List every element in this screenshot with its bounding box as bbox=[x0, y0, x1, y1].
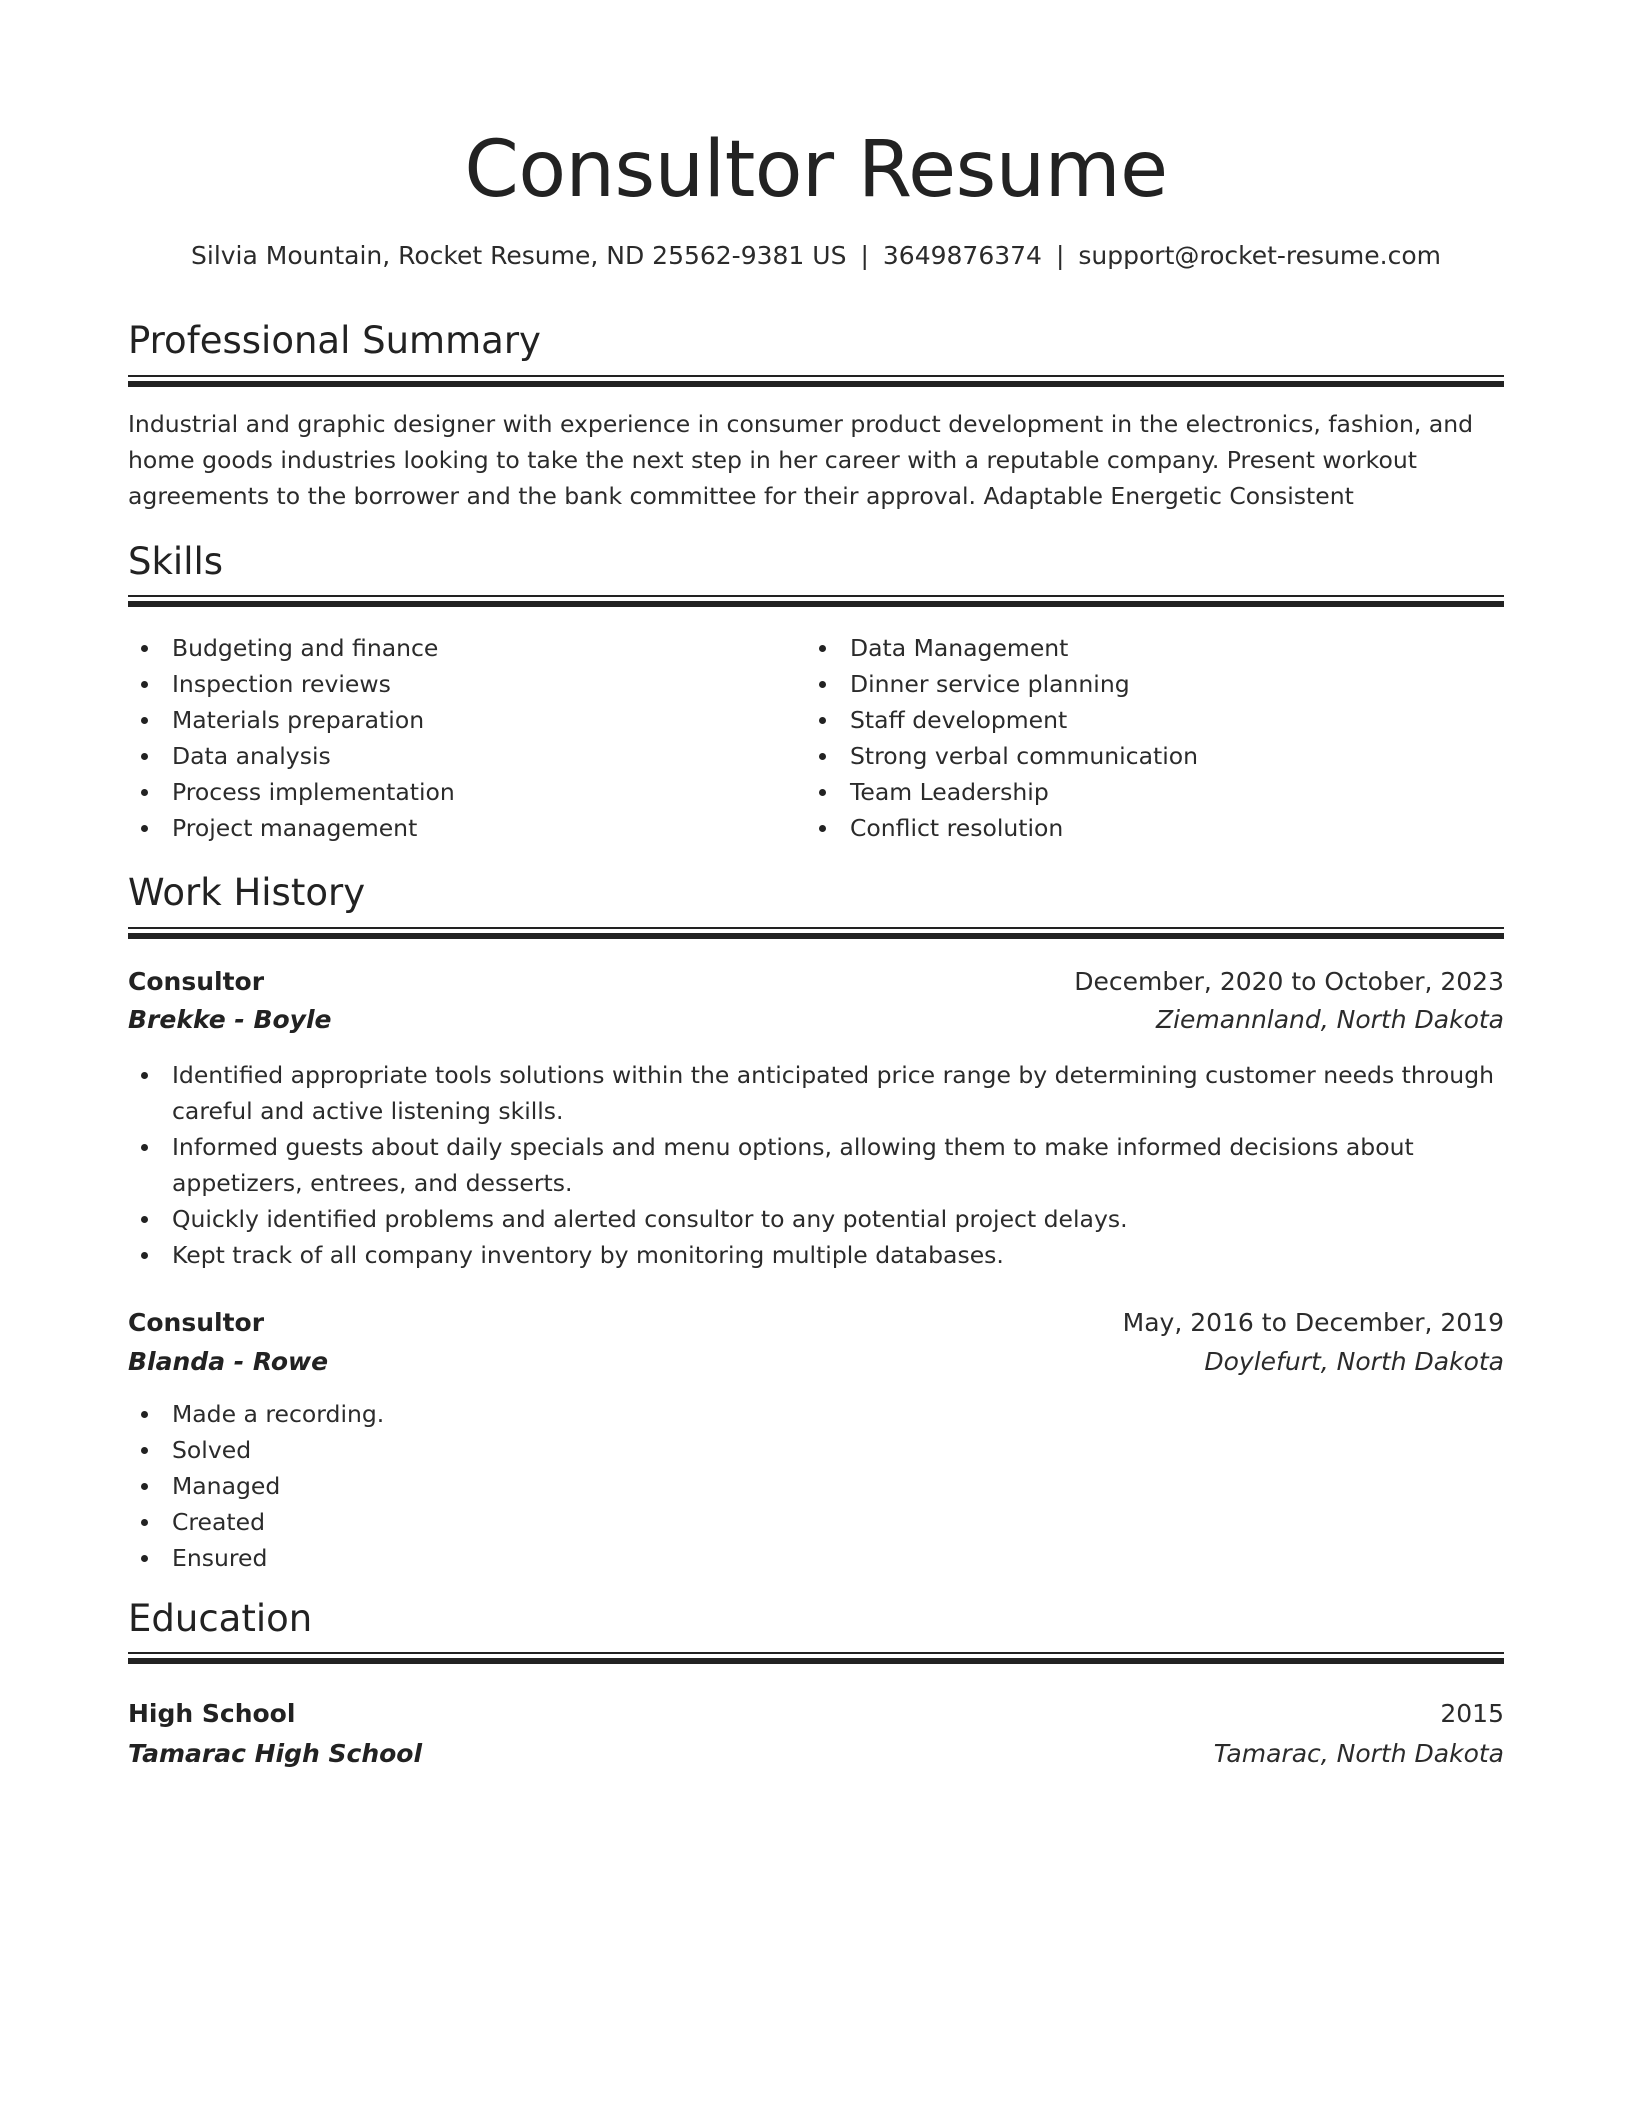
job-dates: May, 2016 to December, 2019 bbox=[1122, 1308, 1504, 1337]
job-title-row bbox=[128, 963, 1504, 1001]
contact-address: Silvia Mountain, Rocket Resume, ND 25562-9381 US bbox=[191, 241, 847, 270]
section-rule-thin bbox=[128, 927, 1504, 929]
job-company-row bbox=[128, 1001, 1504, 1039]
section-heading: Professional Summary bbox=[128, 319, 541, 362]
education-school-row bbox=[128, 1735, 1504, 1773]
skill-item: Team Leadership bbox=[806, 774, 1504, 810]
contact-separator: | bbox=[860, 241, 869, 270]
section-work-header bbox=[128, 868, 1504, 918]
section-rule-thin bbox=[128, 375, 1504, 377]
job-title: Consultor bbox=[128, 967, 265, 996]
education-school: Tamarac High School bbox=[128, 1739, 423, 1768]
section-rule-thick bbox=[128, 381, 1504, 387]
job-bullet: Informed guests about daily specials and menu options, allowing them to make informed decisions about appetizers, entrees, and desserts. bbox=[128, 1129, 1504, 1201]
section-rule-thin bbox=[128, 1652, 1504, 1654]
job-location: Ziemannland, North Dakota bbox=[1155, 1005, 1504, 1034]
skill-item: Process implementation bbox=[128, 774, 788, 810]
education-degree-row bbox=[128, 1695, 1504, 1733]
job-bullet: Created bbox=[128, 1504, 1504, 1540]
section-heading: Work History bbox=[128, 871, 366, 914]
resume-title: Consultor Resume bbox=[464, 125, 1168, 215]
skill-item: Materials preparation bbox=[128, 702, 788, 738]
education-location: Tamarac, North Dakota bbox=[1213, 1739, 1504, 1768]
job-bullet: Solved bbox=[128, 1432, 1504, 1468]
section-rule-thick bbox=[128, 1658, 1504, 1664]
job-company: Brekke - Boyle bbox=[128, 1005, 332, 1034]
job-bullet: Made a recording. bbox=[128, 1396, 1504, 1432]
skill-item: Strong verbal communication bbox=[806, 738, 1504, 774]
skill-item: Budgeting and finance bbox=[128, 630, 788, 666]
job-bullet: Ensured bbox=[128, 1540, 1504, 1576]
job-bullet: Managed bbox=[128, 1468, 1504, 1504]
section-heading: Skills bbox=[128, 540, 224, 583]
education-year: 2015 bbox=[1440, 1699, 1504, 1728]
section-summary-header bbox=[128, 316, 1504, 366]
section-education-header bbox=[128, 1594, 1504, 1644]
job-company: Blanda - Rowe bbox=[128, 1347, 329, 1376]
skill-item: Staff development bbox=[806, 702, 1504, 738]
contact-phone: 3649876374 bbox=[882, 241, 1042, 270]
contact-email[interactable]: support@rocket-resume.com bbox=[1078, 241, 1441, 270]
skill-item: Data Management bbox=[806, 630, 1504, 666]
section-heading: Education bbox=[128, 1597, 313, 1640]
contact-separator: | bbox=[1055, 241, 1065, 270]
job-bullet-list bbox=[128, 1057, 1504, 1273]
job-bullet: Identified appropriate tools solutions within the anticipated price range by determining customer needs through careful and active listening skills. bbox=[128, 1057, 1504, 1129]
skill-item: Data analysis bbox=[128, 738, 788, 774]
job-company-row bbox=[128, 1343, 1504, 1381]
summary-text: Industrial and graphic designer with experience in consumer product development in the electronics, fashion, and home goods industries looking to take the next step in her career with a reputable company. Present workout agreements to the borrower and the bank committee for their approval. Adaptable Energetic Consistent bbox=[128, 410, 1474, 510]
job-dates: December, 2020 to October, 2023 bbox=[1074, 967, 1504, 996]
section-skills-header bbox=[128, 537, 1504, 587]
job-title: Consultor bbox=[128, 1308, 265, 1337]
job-title-row bbox=[128, 1304, 1504, 1342]
job-location: Doylefurt, North Dakota bbox=[1204, 1347, 1504, 1376]
education-degree: High School bbox=[128, 1699, 296, 1728]
skill-item: Dinner service planning bbox=[806, 666, 1504, 702]
skill-item: Conflict resolution bbox=[806, 810, 1504, 846]
section-rule-thin bbox=[128, 595, 1504, 597]
skill-item: Project management bbox=[128, 810, 788, 846]
job-bullet: Quickly identified problems and alerted consultor to any potential project delays. bbox=[128, 1201, 1504, 1237]
skill-item: Inspection reviews bbox=[128, 666, 788, 702]
skills-list-right bbox=[806, 630, 1504, 846]
section-rule-thick bbox=[128, 601, 1504, 607]
job-bullet-list bbox=[128, 1396, 1504, 1576]
section-rule-thick bbox=[128, 933, 1504, 939]
contact-line bbox=[128, 238, 1504, 274]
job-bullet: Kept track of all company inventory by monitoring multiple databases. bbox=[128, 1237, 1504, 1273]
skills-list-left bbox=[128, 630, 788, 846]
